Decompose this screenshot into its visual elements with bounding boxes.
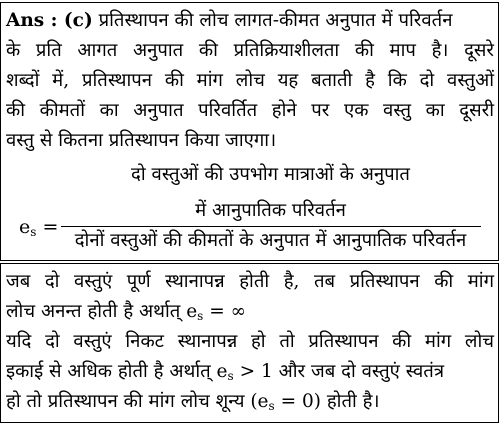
fraction-bar [61,226,481,227]
note-line-2 [1,300,498,328]
formula-numerator-line-2: में आनुपातिक परिवर्तन [195,200,346,221]
note-line-4-text: इकाई से अधिक होती है अर्थात् [6,361,211,382]
note-line-5-text: हो तो प्रतिस्थापन की मांग लोच शून्य ( [6,391,258,412]
note-line-1: जब दो वस्तुएं पूर्ण स्थानापन्न होती है, तब प्रतिस्थापन की मांग [6,271,494,292]
formula-denominator: दोनों वस्तुओं की कीमतों के अनुपात में आनुपातिक परिवर्तन [74,230,467,251]
note-line-5-tail: होती है। [326,391,380,412]
note-line-5-math: = 0) [280,391,321,412]
answer-line-4: की कीमतों का अनुपात परिवर्तित होने पर एक वस्तु का दूसरी [6,100,494,121]
note-line-3: यदि दो वस्तुएं निकट स्थानापन्न हो तो प्रतिस्थापन की मांग लोच [6,331,494,352]
answer-line-3: शब्दों में, प्रतिस्थापन की मांग लोच यह बताती है कि दो वस्तुओं [6,70,494,91]
note-line-4-e: e [216,361,228,382]
formula-e: e [19,216,31,238]
formula-equals: = [42,216,59,238]
answer-line-2: के प्रति आगत अनुपात की प्रतिक्रियाशीलता की माप है। दूसरे [6,40,494,61]
note-line-4-math: > 1 [239,361,273,382]
note-line-4-sub: s [227,369,234,383]
note-line-2-e: e [186,301,198,322]
answer-line-5: वस्तु से कितना प्रतिस्थापन किया जाएगा। [6,130,277,151]
answer-text-1: प्रतिस्थापन की लोच लागत-कीमत अनुपात में परिवर्तन [98,10,453,31]
formula-subscript: s [30,225,37,239]
note-line-2-math: = ∞ [209,301,247,322]
formula-numerator-line-1: दो वस्तुओं की उपभोग मात्राओं के अनुपात [131,164,410,185]
formula-symbol [19,216,58,239]
note-line-2-text: लोच अनन्त होती है अर्थात् [6,301,181,322]
notes-box [0,263,499,423]
note-line-2-sub: s [197,309,204,323]
note-line-4-tail: और जब दो वस्तुएं स्वतंत्र [278,361,445,382]
note-line-5-e: e [257,391,269,412]
answer-prefix: Ans : (c) [6,10,93,31]
note-line-5-sub: s [268,399,275,413]
answer-line-1 [1,9,498,33]
answer-box [0,2,499,261]
note-line-5 [1,390,498,418]
note-line-4 [1,360,498,388]
